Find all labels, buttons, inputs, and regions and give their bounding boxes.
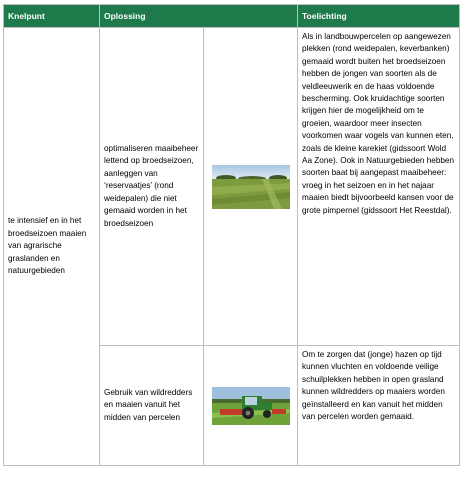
toelichting-cell: Om te zorgen dat (jonge) hazen op tijd kunnen vluchten en voldoende veilige schuilplekken hebben in open grasland kunnen wildredders op maaiers worden geïnstalleerd en kan vanuit het midden van percelen worden gemaaid. [298, 346, 460, 466]
oplossing-cell: optimaliseren maaibeheer lettend op broedseizoen, aanleggen van ‘reservaatjes’ (rond weidepalen) die niet gemaaid worden in het broedseizoen [100, 28, 204, 346]
tractor-mowing-photo [212, 387, 290, 425]
grassland-photo [212, 165, 290, 209]
table-row [4, 28, 460, 346]
oplossing-cell: Gebruik van wildredders en maaien vanuit het midden van percelen [100, 346, 204, 466]
header-oplossing: Oplossing [100, 5, 298, 28]
header-row [4, 5, 460, 28]
knelpunt-cell: te intensief en in het broedseizoen maaien van agrarische graslanden en natuurgebieden [4, 28, 100, 466]
header-knelpunt: Knelpunt [4, 5, 100, 28]
image-cell [204, 346, 298, 466]
header-toelichting: Toelichting [298, 5, 460, 28]
measures-table [3, 4, 460, 466]
toelichting-cell: Als in landbouwpercelen op aangewezen plekken (rond weidepalen, keverbanken) gemaaid wordt buiten het broedseizoen hebben de jongen van soorten als de veldleeuwerik en de haas voldoende bescherming. Ook kruidachtige soorten krijgen hier de mogelijkheid om te groeien, waardoor meer insecten voorkomen waar vogels van kunnen eten, zoals de kleine karekiet (gidssoort Wold Aa Zone). Ook in Natuurgebieden hebben soorten baat bij aangepast maaibeheer: vroeg in het seizoen en in het najaar maaien biedt bijvoorbeeld kansen voor de grote pimpernel (gidssoort Het Reestdal). [298, 28, 460, 346]
measures-table-frame [3, 4, 459, 475]
image-cell [204, 28, 298, 346]
